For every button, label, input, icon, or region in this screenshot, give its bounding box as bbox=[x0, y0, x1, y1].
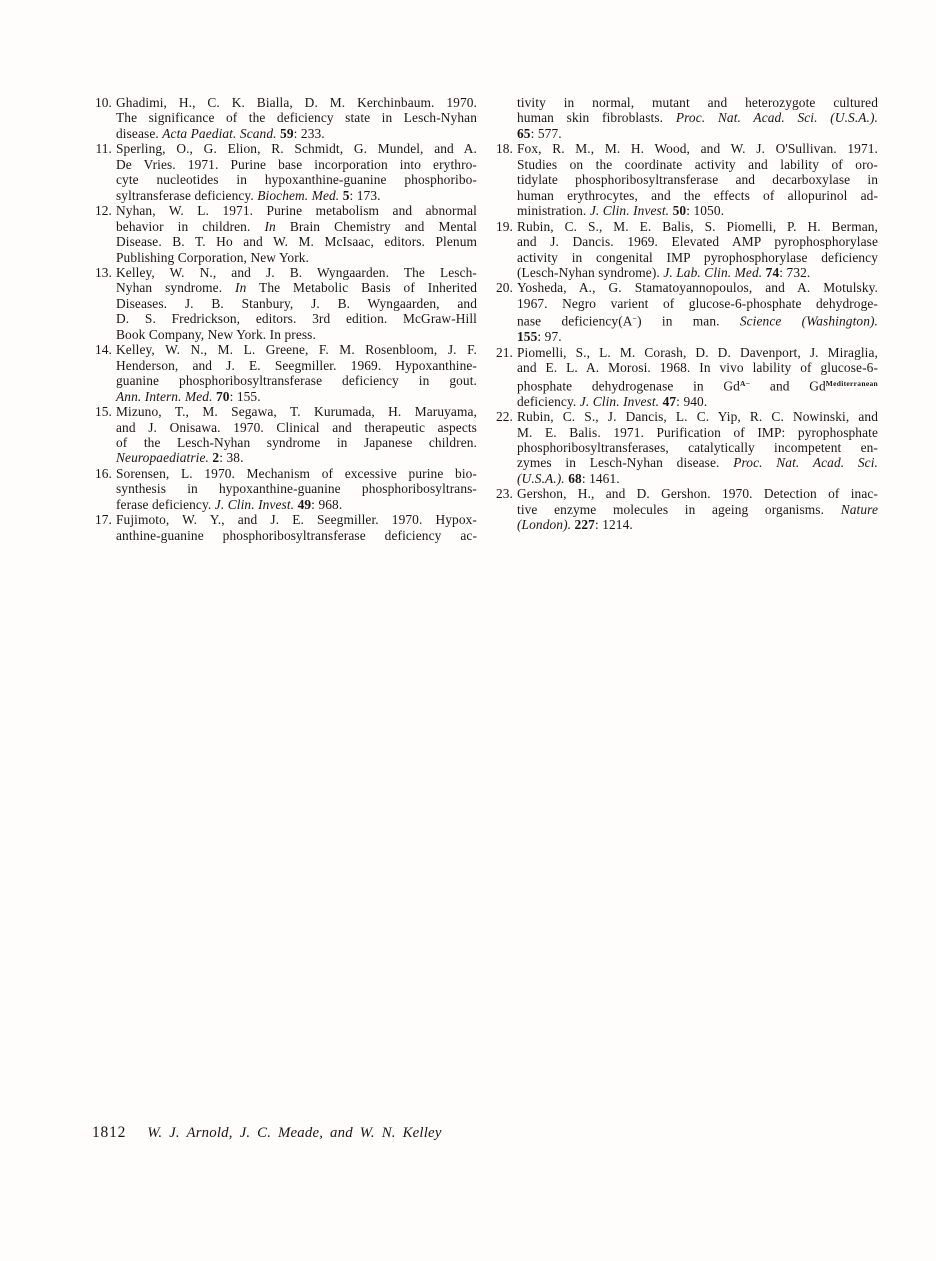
reference-line: Publishing Corporation, New York. bbox=[116, 249, 310, 265]
reference-line: Ghadimi, H., C. K. Bialla, D. M. Kerchinbaum. 1970. bbox=[116, 95, 477, 110]
reference-line: zymes in Lesch-Nyhan disease. Proc. Nat. Acad. Sci. bbox=[517, 455, 878, 471]
reference-item bbox=[493, 141, 878, 218]
reference-line: tivity in normal, mutant and heterozygote cultured bbox=[517, 95, 878, 110]
reference-line: The significance of the deficiency state in Lesch-Nyhan bbox=[116, 110, 477, 126]
reference-line: disease. Acta Paediat. Scand. 59: 233. bbox=[116, 125, 325, 141]
reference-number: 12. bbox=[94, 203, 112, 219]
reference-item bbox=[493, 345, 878, 409]
reference-number bbox=[493, 95, 513, 141]
reference-line: human erythrocytes, and the effects of allopurinol ad- bbox=[517, 187, 878, 203]
reference-line: synthesis in hypoxanthine-guanine phosphoribosyltrans- bbox=[116, 481, 477, 497]
reference-number: 16. bbox=[94, 465, 112, 481]
reference-text bbox=[116, 95, 477, 141]
reference-line: Diseases. J. B. Stanbury, J. B. Wyngaarden, and bbox=[116, 295, 477, 311]
reference-line: 1967. Negro varient of glucose-6-phosphate dehydroge- bbox=[517, 295, 878, 311]
reference-line: Nyhan, W. L. 1971. Purine metabolism and abnormal bbox=[116, 203, 477, 219]
reference-line: Kelley, W. N., and J. B. Wyngaarden. The Lesch- bbox=[116, 264, 477, 280]
reference-line: Nyhan syndrome. In The Metabolic Basis of Inherited bbox=[116, 280, 478, 296]
reference-text bbox=[116, 404, 477, 466]
reference-number: 15. bbox=[94, 404, 112, 420]
reference-line: (London). 227: 1214. bbox=[517, 517, 633, 533]
reference-number: 11. bbox=[95, 141, 112, 157]
reference-line: syltransferase deficiency. Biochem. Med. 5: 173. bbox=[116, 187, 381, 203]
reference-text bbox=[116, 342, 477, 404]
reference-text bbox=[116, 512, 477, 543]
reference-number: 20. bbox=[495, 280, 513, 296]
reference-text bbox=[116, 203, 477, 265]
reference-item bbox=[92, 466, 477, 512]
reference-line: ministration. J. Clin. Invest. 50: 1050. bbox=[517, 203, 725, 219]
page-number: 1812 bbox=[92, 1124, 127, 1141]
reference-number: 19. bbox=[495, 218, 513, 234]
reference-line: Disease. B. T. Ho and W. M. McIsaac, editors. Plenum bbox=[116, 234, 477, 250]
reference-text bbox=[517, 95, 878, 141]
reference-number: 13. bbox=[94, 264, 112, 280]
reference-line: D. S. Fredrickson, editors. 3rd edition. McGraw-Hill bbox=[116, 311, 477, 327]
reference-item bbox=[493, 280, 878, 344]
references-column-left bbox=[92, 95, 477, 543]
reference-item bbox=[92, 203, 477, 265]
reference-line: De Vries. 1971. Purine base incorporation into erythro- bbox=[116, 156, 477, 172]
reference-line: M. E. Balis. 1971. Purification of IMP: pyrophosphate bbox=[517, 424, 878, 440]
reference-line: and E. L. A. Morosi. 1968. In vivo lability of glucose-6- bbox=[517, 360, 878, 376]
references-column-right bbox=[493, 95, 878, 543]
reference-line: anthine-guanine phosphoribosyltransferase deficiency ac- bbox=[116, 527, 477, 543]
reference-line: Studies on the coordinate activity and lability of oro- bbox=[517, 156, 878, 172]
reference-line: Ann. Intern. Med. 70: 155. bbox=[116, 388, 261, 404]
reference-line: 155: 97. bbox=[517, 329, 562, 345]
reference-line: Mizuno, T., M. Segawa, T. Kurumada, H. Maruyama, bbox=[116, 404, 477, 420]
reference-line: (Lesch-Nyhan syndrome). J. Lab. Clin. Med. 74: 732. bbox=[517, 264, 811, 280]
reference-line: Sorensen, L. 1970. Mechanism of excessive purine bio- bbox=[116, 465, 477, 481]
reference-line: Henderson, and J. E. Seegmiller. 1969. Hypoxanthine- bbox=[116, 357, 477, 373]
reference-line: 65: 577. bbox=[517, 125, 562, 141]
reference-line: Kelley, W. N., M. L. Greene, F. M. Rosenbloom, J. F. bbox=[116, 342, 477, 358]
reference-line: Piomelli, S., L. M. Corash, D. D. Davenport, J. Miraglia, bbox=[517, 344, 878, 360]
reference-text bbox=[116, 141, 477, 203]
reference-text bbox=[517, 486, 878, 532]
reference-text bbox=[517, 141, 878, 218]
reference-line: Fujimoto, W. Y., and J. E. Seegmiller. 1970. Hypox- bbox=[116, 512, 477, 528]
reference-line: Book Company, New York. In press. bbox=[116, 326, 316, 342]
reference-line: activity in congenital IMP pyrophosphorylase deficiency bbox=[517, 249, 878, 265]
reference-line: and J. Onisawa. 1970. Clinical and therapeutic aspects bbox=[116, 419, 477, 435]
reference-number: 17. bbox=[94, 512, 112, 528]
reference-line: cyte nucleotides in hypoxanthine-guanine phosphoribo- bbox=[116, 172, 477, 188]
reference-text bbox=[116, 265, 477, 342]
running-authors: W. J. Arnold, J. C. Meade, and W. N. Kelley bbox=[147, 1125, 442, 1141]
reference-text bbox=[517, 280, 878, 344]
page-footer bbox=[92, 1124, 442, 1142]
reference-line: of the Lesch-Nyhan syndrome in Japanese children. bbox=[116, 434, 477, 450]
reference-line: Sperling, O., G. Elion, R. Schmidt, G. Mundel, and A. bbox=[116, 141, 477, 157]
reference-item bbox=[92, 342, 477, 404]
reference-number: 14. bbox=[94, 342, 112, 358]
reference-number: 18. bbox=[495, 141, 513, 157]
reference-line: Rubin, C. S., M. E. Balis, S. Piomelli, P. H. Berman, bbox=[517, 218, 878, 234]
reference-line: Neuropaediatrie. 2: 38. bbox=[116, 450, 244, 466]
reference-line: deficiency. J. Clin. Invest. 47: 940. bbox=[517, 393, 708, 409]
reference-line: Rubin, C. S., J. Dancis, L. C. Yip, R. C. Nowinski, and bbox=[517, 409, 878, 425]
reference-item bbox=[92, 404, 477, 466]
reference-line: (U.S.A.). 68: 1461. bbox=[517, 470, 620, 486]
reference-item bbox=[493, 219, 878, 281]
reference-line: Fox, R. M., M. H. Wood, and W. J. O'Sullivan. 1971. bbox=[517, 141, 878, 157]
reference-line: Gershon, H., and D. Gershon. 1970. Detection of inac- bbox=[517, 486, 878, 502]
reference-item bbox=[92, 265, 477, 342]
reference-line: tive enzyme molecules in ageing organisms. Nature bbox=[517, 501, 878, 517]
reference-line: phosphoribosyltransferases, catalytically incompetent en- bbox=[517, 439, 878, 455]
reference-text bbox=[517, 409, 878, 486]
reference-number: 23. bbox=[495, 486, 513, 502]
reference-line: and J. Dancis. 1969. Elevated AMP pyrophosphorylase bbox=[517, 234, 878, 250]
reference-line: behavior in children. In Brain Chemistry and Mental bbox=[116, 218, 477, 234]
references-section bbox=[92, 95, 878, 543]
reference-item bbox=[92, 95, 477, 141]
reference-line: nase deficiency(A−) in man. Science (Washington). bbox=[517, 313, 878, 329]
reference-item bbox=[493, 95, 878, 141]
reference-line: phosphate dehydrogenase in $Gd^{A-}$ and $Gd^{Mediterranean}$ bbox=[517, 378, 878, 394]
reference-number: 22. bbox=[495, 409, 513, 425]
reference-text bbox=[517, 345, 878, 409]
reference-line: guanine phosphoribosyltransferase deficiency in gout. bbox=[116, 373, 477, 389]
reference-item bbox=[92, 512, 477, 543]
reference-text bbox=[517, 219, 878, 281]
reference-item bbox=[493, 409, 878, 486]
reference-line: ferase deficiency. J. Clin. Invest. 49: 968. bbox=[116, 496, 343, 512]
reference-line: Yosheda, A., G. Stamatoyannopoulos, and A. Motulsky. bbox=[517, 280, 878, 296]
reference-text bbox=[116, 466, 477, 512]
reference-number: 10. bbox=[94, 95, 112, 110]
reference-number: 21. bbox=[495, 344, 513, 360]
reference-line: tidylate phosphoribosyltransferase and decarboxylase in bbox=[517, 172, 878, 188]
reference-item bbox=[92, 141, 477, 203]
reference-line: human skin fibroblasts. Proc. Nat. Acad. Sci. (U.S.A.). bbox=[517, 110, 879, 126]
reference-item bbox=[493, 486, 878, 532]
